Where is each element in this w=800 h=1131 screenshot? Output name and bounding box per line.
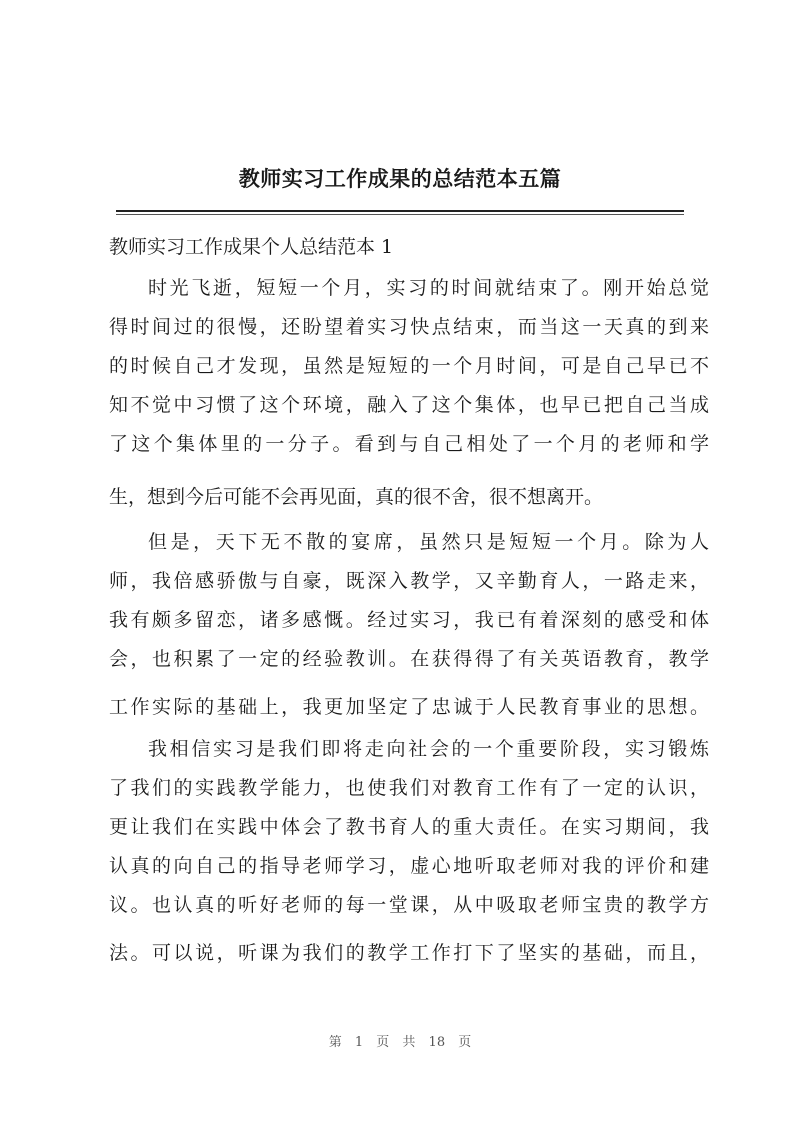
- paragraph-line: 工作实际的基础上，我更加坚定了忠诚于人民教育事业的思想。: [109, 696, 709, 718]
- title-divider-thick: [116, 210, 684, 212]
- document-title: 教师实习工作成果的总结范本五篇: [238, 167, 562, 191]
- paragraph-line: 法。可以说，听课为我们的教学工作打下了坚实的基础，而且，: [109, 942, 709, 964]
- paragraph-line: 了这个集体里的一分子。看到与自己相处了一个月的老师和学: [109, 433, 709, 455]
- section-heading: 教师实习工作成果个人总结范本 1: [109, 236, 394, 258]
- paragraph-line: 得时间过的很慢，还盼望着实习快点结束，而当这一天真的到来: [109, 316, 709, 338]
- paragraph-line: 会，也积累了一定的经验教训。在获得得了有关英语教育，教学: [109, 648, 709, 670]
- paragraph-line: 的时候自己才发现，虽然是短短的一个月时间，可是自己早已不: [109, 355, 709, 377]
- paragraph-line: 时光飞逝，短短一个月，实习的时间就结束了。刚开始总觉: [148, 277, 709, 299]
- paragraph-line: 我有颇多留恋，诸多感慨。经过实习，我已有着深刻的感受和体: [109, 609, 709, 631]
- paragraph-line: 更让我们在实践中体会了教书育人的重大责任。在实习期间，我: [109, 816, 709, 838]
- paragraph-line: 议。也认真的听好老师的每一堂课，从中吸取老师宝贵的教学方: [109, 894, 709, 916]
- paragraph-line: 师，我倍感骄傲与自豪，既深入教学，又辛勤育人，一路走来，: [109, 570, 709, 592]
- page-number-footer: 第 1 页 共 18 页: [328, 1035, 472, 1050]
- paragraph-line: 知不觉中习惯了这个环境，融入了这个集体，也早已把自己当成: [109, 394, 709, 416]
- paragraph-line: 了我们的实践教学能力，也使我们对教育工作有了一定的认识，: [109, 777, 709, 799]
- paragraph-line: 我相信实习是我们即将走向社会的一个重要阶段，实习锻炼: [148, 738, 709, 760]
- title-divider-thin: [116, 214, 684, 215]
- paragraph-line: 生，想到今后可能不会再见面，真的很不舍，很不想离开。: [109, 486, 604, 508]
- paragraph-line: 但是，天下无不散的宴席，虽然只是短短一个月。除为人: [148, 531, 709, 553]
- paragraph-line: 认真的向自己的指导老师学习，虚心地听取老师对我的评价和建: [109, 855, 709, 877]
